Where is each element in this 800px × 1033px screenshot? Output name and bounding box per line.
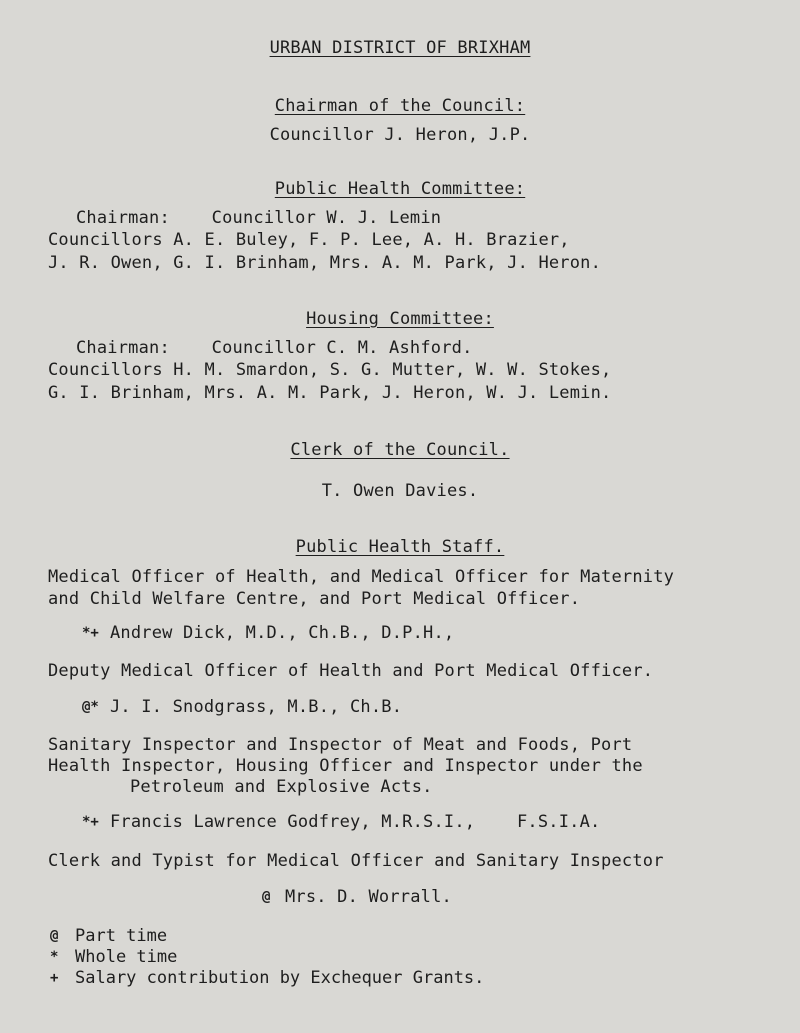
inspector-title: Sanitary Inspector and Inspector of Meat and Foods, Port xyxy=(48,735,633,755)
legend-text: Part time xyxy=(75,926,168,946)
inspector-name: Francis Lawrence Godfrey, M.R.S.I., F.S.I.A. xyxy=(110,812,601,832)
housing-committee-line: Chairman: Councillor C. M. Ashford. xyxy=(76,338,473,358)
clerk-name: T. Owen Davies. xyxy=(321,481,479,501)
staff-heading: Public Health Staff. xyxy=(295,537,505,557)
page-title: URBAN DISTRICT OF BRIXHAM xyxy=(269,38,531,58)
housing-committee-line: Councillors H. M. Smardon, S. G. Mutter, W. W. Stokes, xyxy=(48,360,612,380)
chairman-name: Councillor J. Heron, J.P. xyxy=(269,125,531,145)
moh-title: and Child Welfare Centre, and Port Medical Officer. xyxy=(48,589,581,609)
inspector-marks: *+ xyxy=(82,814,99,830)
inspector-title: Health Inspector, Housing Officer and Inspector under the xyxy=(48,756,643,776)
legend-symbol: + xyxy=(50,970,59,986)
legend-text: Salary contribution by Exchequer Grants. xyxy=(75,968,485,988)
inspector-title: Petroleum and Explosive Acts. xyxy=(130,777,433,797)
public-health-committee-line: J. R. Owen, G. I. Brinham, Mrs. A. M. Park, J. Heron. xyxy=(48,253,602,273)
legend-symbol: @ xyxy=(50,928,59,944)
legend-symbol: * xyxy=(50,949,59,965)
clerk-heading: Clerk of the Council. xyxy=(290,440,510,460)
chairman-heading: Chairman of the Council: xyxy=(274,96,526,116)
moh-title: Medical Officer of Health, and Medical Officer for Maternity xyxy=(48,567,675,587)
public-health-committee-line: Chairman: Councillor W. J. Lemin xyxy=(76,208,442,228)
deputy-marks: @* xyxy=(82,699,99,715)
deputy-name: J. I. Snodgrass, M.B., Ch.B. xyxy=(110,697,403,717)
housing-committee-line: G. I. Brinham, Mrs. A. M. Park, J. Heron, W. J. Lemin. xyxy=(48,383,612,403)
public-health-committee-heading: Public Health Committee: xyxy=(274,179,526,199)
housing-committee-heading: Housing Committee: xyxy=(306,309,494,329)
moh-name: Andrew Dick, M.D., Ch.B., D.P.H., xyxy=(110,623,455,643)
public-health-committee-line: Councillors A. E. Buley, F. P. Lee, A. H. Brazier, xyxy=(48,230,570,250)
clerk-typist-name: Mrs. D. Worrall. xyxy=(285,887,452,907)
clerk-typist-marks: @ xyxy=(262,889,271,905)
clerk-typist-title: Clerk and Typist for Medical Officer and Sanitary Inspector xyxy=(48,851,664,871)
legend-text: Whole time xyxy=(75,947,178,967)
deputy-title: Deputy Medical Officer of Health and Port Medical Officer. xyxy=(48,661,654,681)
moh-marks: *+ xyxy=(82,625,99,641)
